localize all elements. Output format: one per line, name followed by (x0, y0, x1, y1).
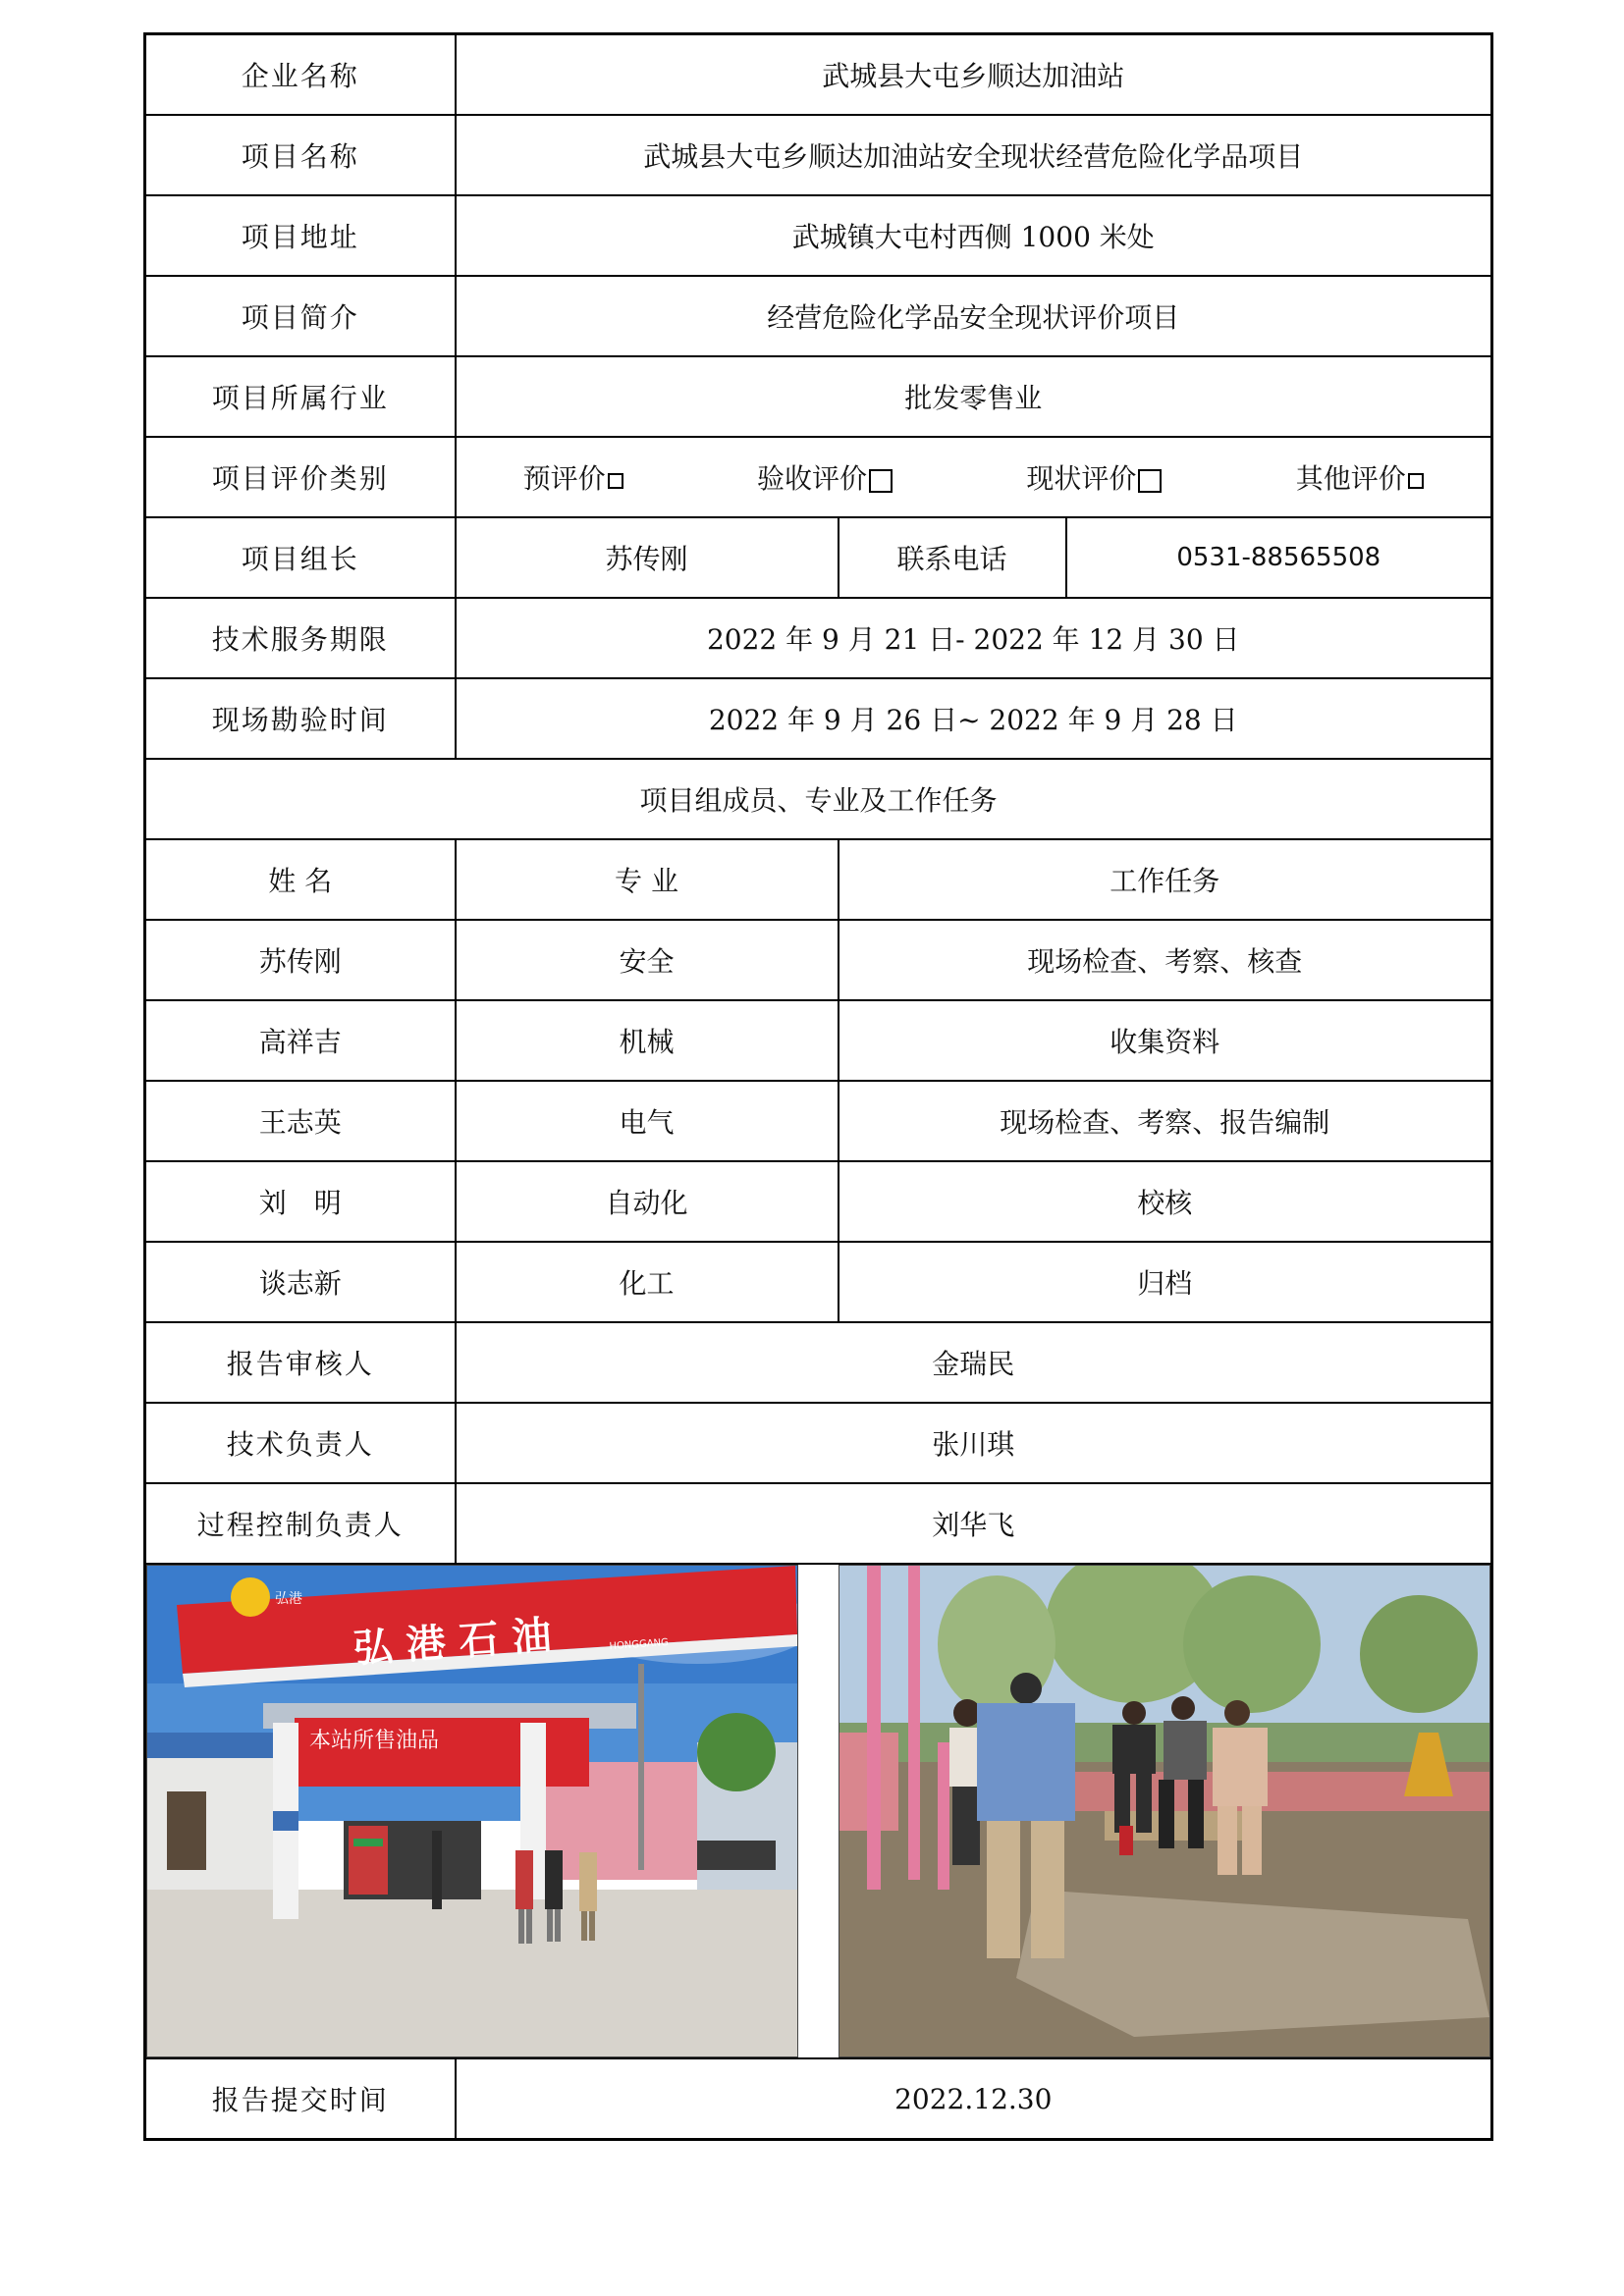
row-address (145, 195, 1492, 276)
checkbox-pre-evaluation[interactable] (608, 473, 623, 489)
station-logo-text: 弘港 (275, 1591, 302, 1607)
member-task: 现场检查、考察、核查 (839, 920, 1492, 1000)
evaluation-form-sheet (143, 32, 1490, 2141)
row-report-reviewer (145, 1322, 1492, 1403)
row-submit-time (145, 2058, 1492, 2140)
row-leader (145, 517, 1492, 598)
address-value: 武城镇大屯村西侧 1000 米处 (456, 195, 1492, 276)
row-survey-time (145, 678, 1492, 759)
member-task: 收集资料 (839, 1000, 1492, 1081)
header-task: 工作任务 (839, 839, 1492, 920)
phone-label: 联系电话 (839, 517, 1066, 598)
row-company (145, 34, 1492, 116)
category-acceptance-evaluation[interactable]: 验收评价 (757, 457, 893, 497)
project-info-table (143, 32, 1493, 2141)
category-status-evaluation[interactable]: 现状评价 (1026, 457, 1162, 497)
service-period-value: 2022 年 9 月 21 日- 2022 年 12 月 30 日 (456, 598, 1492, 678)
station-sign-text: 弘 港 石 油 (352, 1612, 553, 1673)
company-value: 武城县大屯乡顺达加油站 (456, 34, 1492, 116)
row-process-lead (145, 1483, 1492, 1564)
submit-time-value: 2022.12.30 (456, 2058, 1492, 2140)
intro-value: 经营危险化学品安全现状评价项目 (456, 276, 1492, 356)
station-logo-icon (231, 1577, 270, 1617)
row-photos (145, 1564, 1492, 2058)
intro-label: 项目简介 (145, 276, 456, 356)
member-row (145, 1000, 1492, 1081)
member-task: 校核 (839, 1161, 1492, 1242)
company-label: 企业名称 (145, 34, 456, 116)
industry-label: 项目所属行业 (145, 356, 456, 437)
member-row (145, 1242, 1492, 1322)
process-lead-label: 过程控制负责人 (145, 1483, 456, 1564)
report-reviewer-label: 报告审核人 (145, 1322, 456, 1403)
phone-value: 0531-88565508 (1066, 517, 1492, 598)
project-name-value: 武城县大屯乡顺达加油站安全现状经营危险化学品项目 (456, 115, 1492, 195)
member-task: 归档 (839, 1242, 1492, 1322)
industry-value: 批发零售业 (456, 356, 1492, 437)
report-reviewer-value: 金瑞民 (456, 1322, 1492, 1403)
member-major: 电气 (456, 1081, 839, 1161)
row-tech-lead (145, 1403, 1492, 1483)
category-options (456, 437, 1492, 517)
header-name: 姓 名 (145, 839, 456, 920)
project-name-label: 项目名称 (145, 115, 456, 195)
service-period-label: 技术服务期限 (145, 598, 456, 678)
member-major: 自动化 (456, 1161, 839, 1242)
category-pre-evaluation[interactable]: 预评价 (523, 457, 623, 497)
leader-name: 苏传刚 (456, 517, 839, 598)
member-name: 王志英 (145, 1081, 456, 1161)
row-intro (145, 276, 1492, 356)
member-task: 现场检查、考察、报告编制 (839, 1081, 1492, 1161)
member-major: 机械 (456, 1000, 839, 1081)
survey-time-label: 现场勘验时间 (145, 678, 456, 759)
row-category (145, 437, 1492, 517)
header-major: 专 业 (456, 839, 839, 920)
station-sign-small-text: HONGGANG (609, 1637, 670, 1653)
row-members-header (145, 839, 1492, 920)
category-other-evaluation[interactable]: 其他评价 (1296, 457, 1424, 497)
member-major: 化工 (456, 1242, 839, 1322)
tech-lead-label: 技术负责人 (145, 1403, 456, 1483)
site-inspection-photo (839, 1565, 1490, 2057)
row-project-name (145, 115, 1492, 195)
row-members-title (145, 759, 1492, 839)
survey-time-value: 2022 年 9 月 26 日~ 2022 年 9 月 28 日 (456, 678, 1492, 759)
checkbox-other-evaluation[interactable] (1408, 473, 1424, 489)
leader-label: 项目组长 (145, 517, 456, 598)
member-row (145, 920, 1492, 1000)
station-banner-text: 本站所售油品 (309, 1729, 440, 1753)
checkbox-status-evaluation[interactable] (1138, 469, 1162, 493)
submit-time-label: 报告提交时间 (145, 2058, 456, 2140)
member-name: 高祥吉 (145, 1000, 456, 1081)
member-major: 安全 (456, 920, 839, 1000)
process-lead-value: 刘华飞 (456, 1483, 1492, 1564)
member-name: 刘 明 (145, 1161, 456, 1242)
photos-cell (145, 1564, 1492, 2058)
row-service-period (145, 598, 1492, 678)
members-section-title: 项目组成员、专业及工作任务 (145, 759, 1492, 839)
row-industry (145, 356, 1492, 437)
tech-lead-value: 张川琪 (456, 1403, 1492, 1483)
category-label: 项目评价类别 (145, 437, 456, 517)
member-name: 苏传刚 (145, 920, 456, 1000)
gas-station-photo (146, 1565, 798, 2057)
checkbox-acceptance-evaluation[interactable] (869, 469, 893, 493)
member-row (145, 1161, 1492, 1242)
member-name: 谈志新 (145, 1242, 456, 1322)
member-row (145, 1081, 1492, 1161)
address-label: 项目地址 (145, 195, 456, 276)
